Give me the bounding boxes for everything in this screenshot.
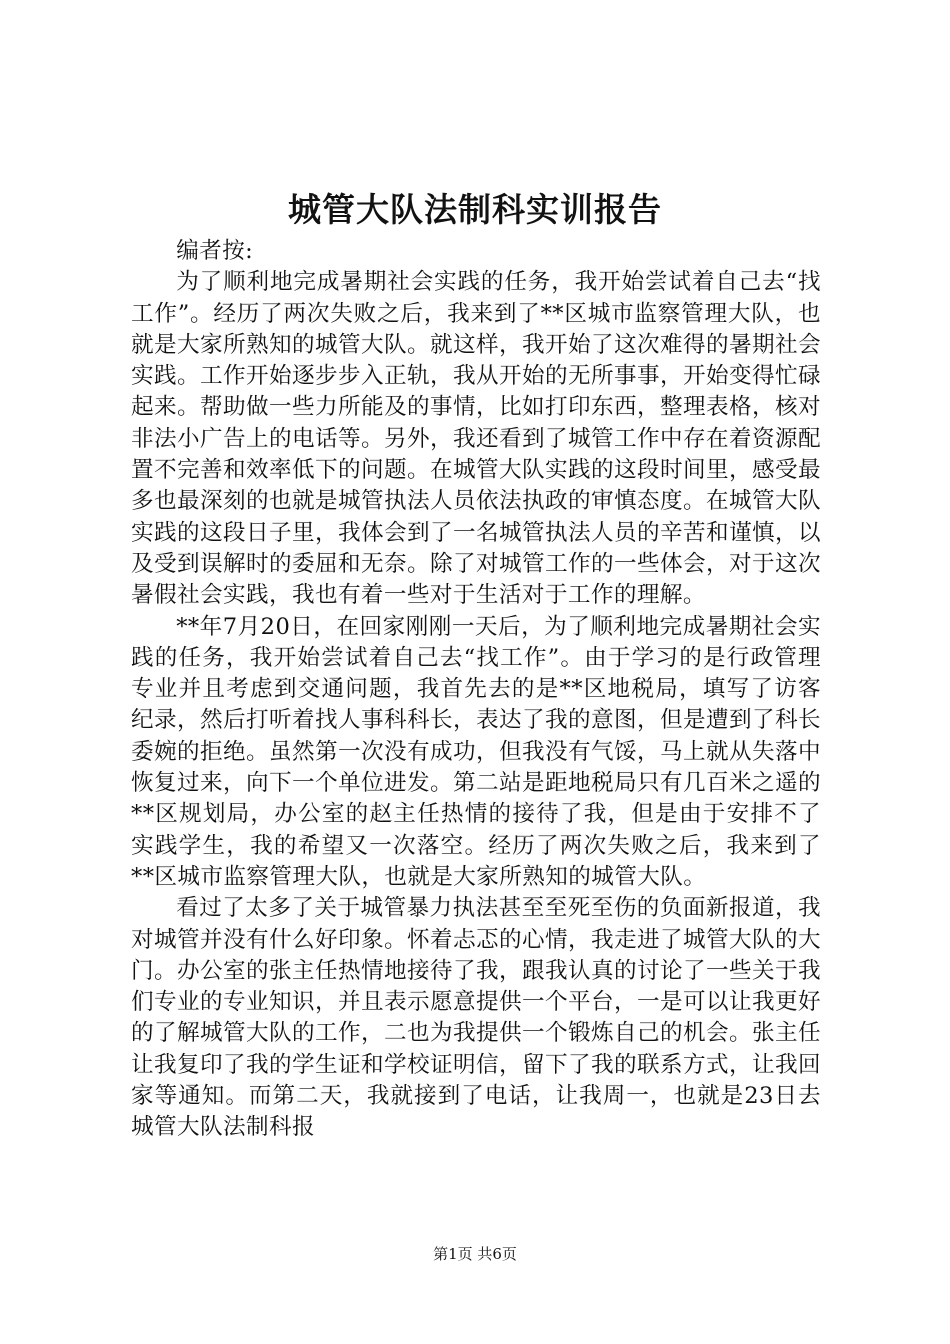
body-paragraph-3: 看过了太多了关于城管暴力执法甚至至死至伤的负面新报道，我对城管并没有什么好印象。怀着忐忑的心情，我走进了城管大队的大门。办公室的张主任热情地接待了我，跟我认真的讨论了一些关于我们专业的专业知识，并且表示愿意提供一个平台，一是可以让我更好的了解城管大队的工作，二也为我提供一个锻炼自己的机会。张主任让我复印了我的学生证和学校证明信，留下了我的联系方式，让我回家等通知。而第二天，我就接到了电话，让我周一，也就是23日去城管大队法制科报 [131,895,821,1141]
document-body [131,236,821,1144]
body-paragraph-2: **年7月20日，在回家刚刚一天后，为了顺利地完成暑期社会实践的任务，我开始尝试着自己去“找工作”。由于学习的是行政管理专业并且考虑到交通问题，我首先去的是**区地税局，填写了访客纪录，然后打听着找人事科科长，表达了我的意图，但是遭到了科长委婉的拒绝。虽然第一次没有成功，但我没有气馁，马上就从失落中恢复过来，向下一个单位进发。第二站是距地税局只有几百米之遥的**区规划局，办公室的赵主任热情的接待了我，但是由于安排不了实践学生，我的希望又一次落空。经历了两次失败之后，我来到了**区城市监察管理大队，也就是大家所熟知的城管大队。 [131,613,821,890]
editor-note-label: 编者按: [176,238,254,264]
page-number-footer: 第1页 共6页 [433,1245,517,1263]
body-paragraph-1: 为了顺利地完成暑期社会实践的任务，我开始尝试着自己去“找工作”。经历了两次失败之后，我来到了**区城市监察管理大队，也就是大家所熟知的城管大队。就这样，我开始了这次难得的暑期社会实践。工作开始逐步步入正轨，我从开始的无所事事，开始变得忙碌起来。帮助做一些力所能及的事情，比如打印东西，整理表格，核对非法小广告上的电话等。另外，我还看到了城管工作中存在着资源配置不完善和效率低下的问题。在城管大队实践的这段时间里，感受最多也最深刻的也就是城管执法人员依法执政的审慎态度。在城管大队实践的这段日子里，我体会到了一名城管执法人员的辛苦和谨慎，以及受到误解时的委屈和无奈。除了对城管工作的一些体会，对于这次暑假社会实践，我也有着一些对于生活对于工作的理解。 [131,269,822,609]
document-title: 城管大队法制科实训报告 [288,190,662,229]
